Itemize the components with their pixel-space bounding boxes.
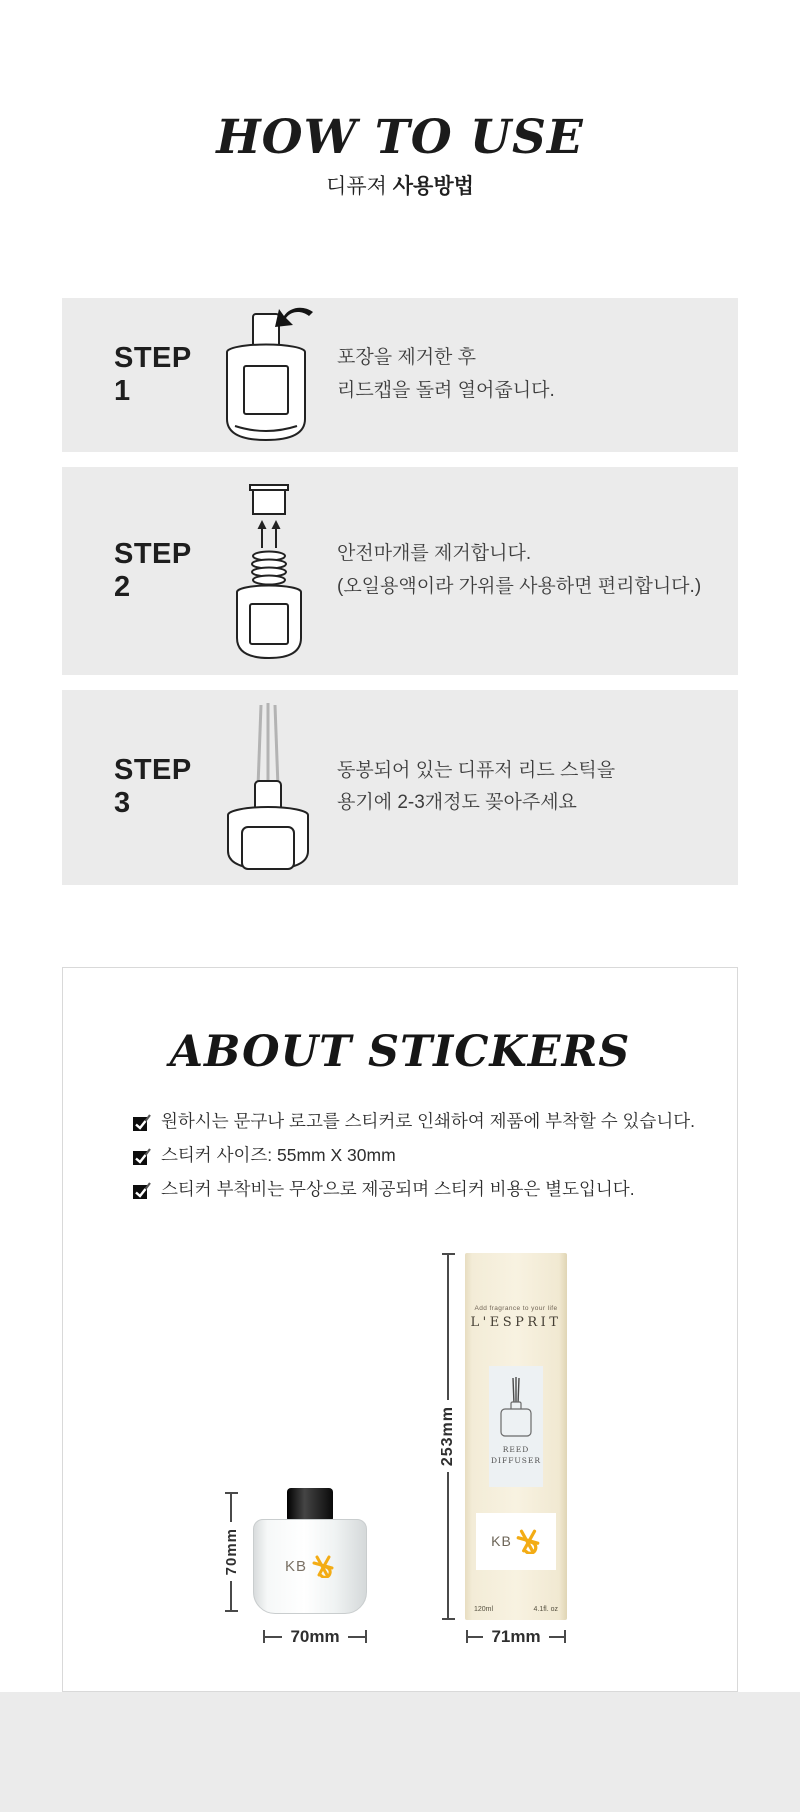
step-3-text <box>337 755 615 820</box>
carton-kb-text: KB <box>491 1533 512 1550</box>
carton-panel-line-2: DIFFUSER <box>491 1455 541 1465</box>
carton-volume-ml: 120ml <box>474 1605 494 1613</box>
measure-line <box>549 1636 564 1638</box>
step-2-text <box>337 538 701 603</box>
step-3-label: STEP 3 <box>114 754 192 820</box>
list-item <box>133 1111 737 1131</box>
bottle-open-cap-icon <box>209 304 329 446</box>
carton-volume-oz: 4.1fl. oz <box>533 1605 558 1613</box>
measure-tick <box>365 1630 367 1643</box>
step-1-line-1: 포장을 제거한 후 <box>337 347 477 369</box>
carton-panel-line-1: REED <box>502 1444 530 1454</box>
diffuser-with-reeds-icon <box>209 701 329 873</box>
bottle-brand-text: KB <box>284 1557 307 1575</box>
measure-line <box>230 1494 232 1522</box>
step-2-line-2: (오일용액이라 가위를 사용하면 편리합니다.) <box>337 575 702 597</box>
measure-tick <box>442 1618 455 1620</box>
carton-kb-panel <box>476 1513 556 1570</box>
diffuser-carton-photo <box>465 1253 567 1620</box>
bottle-glass-body <box>253 1519 367 1614</box>
checkbox-check-icon <box>133 1112 151 1131</box>
step-2-label: STEP 2 <box>114 537 192 603</box>
bottle-height-label: 70mm <box>222 1528 240 1576</box>
carton-panel-title <box>491 1444 541 1467</box>
carton-volume-row <box>474 1606 558 1613</box>
bullet-text-2: 스티커 사이즈: 55mm X 30mm <box>161 1145 396 1166</box>
about-stickers-section <box>62 967 738 1692</box>
how-to-use-section <box>0 0 800 885</box>
step-1-row <box>62 298 738 452</box>
carton-height-measure <box>440 1253 456 1620</box>
how-to-use-title: HOW TO USE <box>216 110 584 165</box>
step-1-illustration <box>209 304 329 446</box>
kb-logo-icon <box>311 1554 335 1578</box>
step-3-line-1: 동봉되어 있는 디퓨저 리드 스틱을 <box>337 759 616 781</box>
carton-brand: L'ESPRIT <box>470 1314 562 1330</box>
how-to-use-subtitle <box>0 174 800 200</box>
bottle-height-measure <box>223 1492 239 1612</box>
subtitle-prefix: 디퓨져 <box>326 174 393 198</box>
measure-line <box>468 1636 483 1638</box>
measure-line <box>348 1636 365 1638</box>
list-item <box>133 1145 737 1165</box>
carton-reed-panel <box>489 1366 543 1487</box>
bottle-width-measure <box>263 1627 367 1647</box>
step-1-text <box>337 342 555 407</box>
carton-tagline: Add fragrance to your life <box>474 1304 558 1312</box>
diffuser-bottle-photo <box>253 1488 367 1614</box>
step-3-line-2: 용기에 2-3개정도 꽂아주세요 <box>337 792 577 814</box>
about-stickers-title: ABOUT STICKERS <box>169 1026 631 1077</box>
measure-line <box>265 1636 282 1638</box>
measure-tick <box>225 1610 238 1612</box>
step-2-line-1: 안전마개를 제거합니다. <box>337 543 532 565</box>
step-1-label: STEP 1 <box>114 341 192 407</box>
step-3-illustration <box>209 701 329 873</box>
bottle-remove-stopper-icon <box>219 478 319 664</box>
bottle-width-label: 70mm <box>290 1626 340 1646</box>
step-2-illustration <box>209 478 329 664</box>
curved-arrow-icon <box>275 307 313 326</box>
measure-line <box>447 1255 449 1400</box>
checkbox-check-icon <box>133 1180 151 1199</box>
bottom-gray-strip <box>0 1692 800 1812</box>
step-1-line-2: 리드캡을 돌려 열어줍니다. <box>337 379 555 401</box>
carton-height-label: 253mm <box>439 1406 456 1467</box>
step-2-row <box>62 467 738 675</box>
bullet-text-1: 원하시는 문구나 로고를 스티커로 인쇄하여 제품에 부착할 수 있습니다. <box>161 1111 696 1132</box>
checkbox-check-icon <box>133 1146 151 1165</box>
measure-tick <box>564 1630 566 1643</box>
carton-width-label: 71mm <box>491 1626 541 1646</box>
measure-line <box>230 1581 232 1609</box>
carton-width-measure <box>466 1627 566 1647</box>
kb-logo-icon <box>515 1528 541 1554</box>
mini-diffuser-icon <box>494 1376 538 1438</box>
step-3-row <box>62 690 738 885</box>
sticker-bullet-list <box>133 1111 737 1199</box>
bottle-black-cap <box>287 1488 333 1520</box>
subtitle-bold: 사용방법 <box>392 174 474 198</box>
measure-line <box>447 1472 449 1617</box>
bullet-text-3: 스티커 부착비는 무상으로 제공되며 스티커 비용은 별도입니다. <box>161 1179 635 1200</box>
list-item <box>133 1179 737 1199</box>
